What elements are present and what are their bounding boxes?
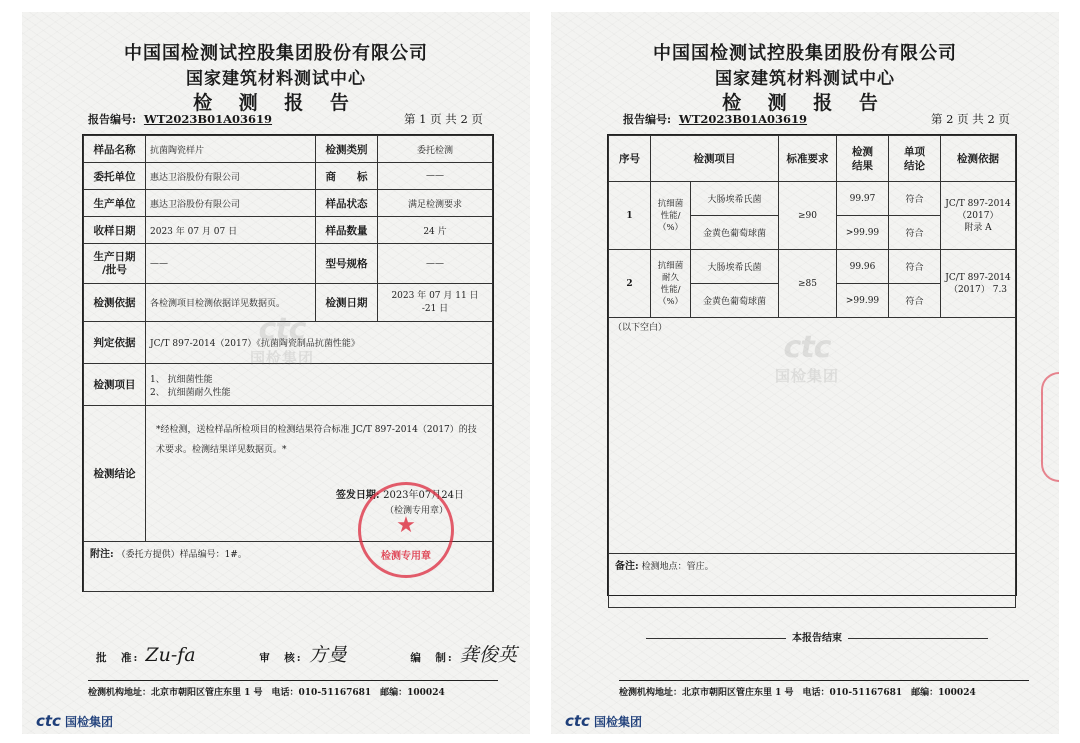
- report-number-line: [623, 111, 807, 127]
- ctc-logo-icon: ctc: [36, 712, 61, 730]
- cell-label: 检测日期: [316, 284, 378, 322]
- cell-label: 样品数量: [316, 217, 378, 244]
- watermark: [232, 312, 332, 368]
- compile-label: 编 制:: [410, 652, 454, 664]
- watermark-text: 国检集团: [249, 349, 314, 367]
- report-end-line: 本报告结束: [627, 629, 1007, 644]
- brand-name: 国检集团: [593, 715, 642, 729]
- row-result: 99.96: [837, 250, 889, 284]
- note-text: （委托方提供）样品编号：1#。: [116, 550, 247, 560]
- row-result: >99.99: [837, 216, 889, 250]
- institution-address: 检测机构地址：北京市朝阳区管庄东里 1 号 电话：010-51167681 邮编：100024: [619, 680, 1029, 698]
- remark-text: 检测地点：管庄。: [641, 562, 714, 572]
- report-page-1: [22, 12, 530, 734]
- receive-date: 2023 年 07 月 07 日: [146, 217, 316, 244]
- row-judge: 符合: [889, 250, 941, 284]
- row-judge: 符合: [889, 182, 941, 216]
- seal-star-icon: ★: [396, 513, 416, 538]
- cell-label: 生产单位: [84, 190, 146, 217]
- model-spec: ——: [378, 244, 493, 284]
- institution-address: 检测机构地址：北京市朝阳区管庄东里 1 号 电话：010-51167681 邮编：100024: [88, 680, 498, 698]
- header-judge: 单项 结论: [889, 136, 941, 182]
- sample-state: 满足检测要求: [378, 190, 493, 217]
- row-std: ≥85: [779, 250, 837, 318]
- conclusion-text: *经检测，送检样品所检项目的检测结果符合标准 JC/T 897-2014（2017）的技术要求。检测结果详见数据页。*: [156, 425, 477, 455]
- cell-label: 检测类别: [316, 136, 378, 163]
- review-label: 审 核:: [259, 652, 303, 664]
- test-items: [146, 364, 493, 406]
- header-result: 检测 结果: [837, 136, 889, 182]
- brand-logo: [565, 712, 642, 730]
- cell-label: 商 标: [316, 163, 378, 190]
- report-title: 检 测 报 告: [193, 92, 359, 114]
- compile-signature: 龚俊英: [459, 644, 517, 666]
- report-page-2: [551, 12, 1059, 734]
- report-number-line: [88, 111, 272, 127]
- center-name: 国家建筑材料测试中心: [186, 69, 366, 89]
- report-number: WT2023B01A03619: [143, 112, 273, 126]
- blank-note: （以下空白）: [613, 323, 668, 333]
- remark-cell: [609, 554, 1016, 608]
- table-row: [609, 250, 1016, 284]
- review-signature: 方曼: [308, 644, 347, 666]
- row-result: >99.99: [837, 284, 889, 318]
- cell-label: 检测项目: [84, 364, 146, 406]
- cell-label: 检测依据: [84, 284, 146, 322]
- cell-label: 委托单位: [84, 163, 146, 190]
- test-item: 2、 抗细菌耐久性能: [150, 387, 231, 398]
- test-type: 委托检测: [378, 136, 493, 163]
- producer: 惠达卫浴股份有限公司: [146, 190, 316, 217]
- header-no: 序号: [609, 136, 651, 182]
- cell-label: 检测结论: [84, 406, 146, 542]
- row-bacteria: 金黄色葡萄球菌: [691, 216, 779, 250]
- row-basis: JC/T 897-2014 （2017） 附录 A: [941, 182, 1016, 250]
- test-basis: 各检测项目检测依据详见数据页。: [146, 284, 316, 322]
- client: 惠达卫浴股份有限公司: [146, 163, 316, 190]
- row-no: 1: [609, 182, 651, 250]
- row-no: 2: [609, 250, 651, 318]
- signature-line: [96, 640, 517, 667]
- cell-label: 样品状态: [316, 190, 378, 217]
- edge-seal-fragment: [1041, 372, 1059, 482]
- header-item: 检测项目: [651, 136, 779, 182]
- row-category: 抗细菌 性能/ （%）: [651, 182, 691, 250]
- cell-label: 生产日期 /批号: [84, 244, 146, 284]
- watermark-logo: ctc: [783, 330, 831, 365]
- row-judge: 符合: [889, 284, 941, 318]
- company-name: 中国国检测试控股集团股份有限公司: [653, 43, 957, 64]
- row-judge: 符合: [889, 216, 941, 250]
- cell-label: 判定依据: [84, 322, 146, 364]
- watermark-text: 国检集团: [774, 367, 839, 385]
- test-date: 2023 年 07 月 11 日 -21 日: [378, 284, 493, 322]
- row-category: 抗细菌 耐久 性能/ （%）: [651, 250, 691, 318]
- watermark-logo: ctc: [258, 312, 306, 347]
- page-info: 第 2 页 共 2 页: [931, 112, 1010, 126]
- cell-label: 收样日期: [84, 217, 146, 244]
- center-name: 国家建筑材料测试中心: [715, 69, 895, 89]
- header-basis: 检测依据: [941, 136, 1016, 182]
- approve-signature: Zu-fa: [145, 644, 196, 666]
- seal-note: （检测专用章）: [384, 506, 448, 516]
- header-std: 标准要求: [779, 136, 837, 182]
- report-number: WT2023B01A03619: [678, 112, 808, 126]
- cell-label: 样品名称: [84, 136, 146, 163]
- seal-text: 检测专用章: [381, 551, 431, 562]
- sample-qty: 24 片: [378, 217, 493, 244]
- brand-name: 国检集团: [64, 715, 113, 729]
- report-number-label: 报告编号:: [88, 113, 137, 126]
- judge-basis: JC/T 897-2014（2017）《抗菌陶瓷制品抗菌性能》: [146, 322, 493, 364]
- row-bacteria: 金黄色葡萄球菌: [691, 284, 779, 318]
- row-basis: JC/T 897-2014 （2017） 7.3: [941, 250, 1016, 318]
- sign-date: 2023年07月24日: [383, 490, 464, 501]
- row-bacteria: 大肠埃希氏菌: [691, 182, 779, 216]
- official-seal: [358, 482, 454, 578]
- row-std: ≥90: [779, 182, 837, 250]
- report-title: 检 测 报 告: [722, 92, 888, 114]
- production-date: ——: [146, 244, 316, 284]
- ctc-logo-icon: ctc: [565, 712, 590, 730]
- cell-label: 型号规格: [316, 244, 378, 284]
- table-row: [609, 182, 1016, 216]
- sample-name: 抗菌陶瓷样片: [146, 136, 316, 163]
- approve-label: 批 准:: [96, 652, 140, 664]
- sign-date-label: 签发日期:: [335, 490, 380, 501]
- company-name: 中国国检测试控股集团股份有限公司: [124, 43, 428, 64]
- page-info: 第 1 页 共 2 页: [404, 112, 483, 126]
- remark-label: 备注:: [615, 561, 639, 572]
- row-bacteria: 大肠埃希氏菌: [691, 250, 779, 284]
- report-number-label: 报告编号:: [623, 113, 672, 126]
- watermark: [757, 330, 857, 386]
- row-result: 99.97: [837, 182, 889, 216]
- test-item: 1、 抗细菌性能: [150, 374, 213, 385]
- note-label: 附注:: [90, 549, 114, 560]
- brand-logo: [36, 712, 113, 730]
- trademark: ——: [378, 163, 493, 190]
